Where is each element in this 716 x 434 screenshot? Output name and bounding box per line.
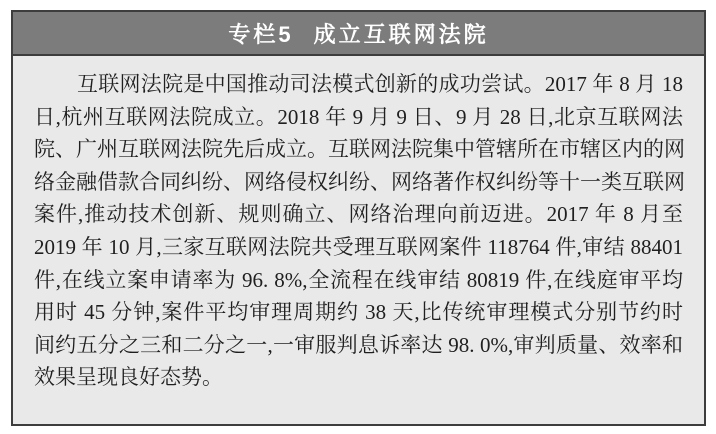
- column-header: [13, 12, 704, 56]
- text-line: 络金融借款合同纠纷、网络侵权纠纷、网络著作权纠纷等十一类互联网: [34, 169, 685, 194]
- column-label: 专栏5: [228, 21, 294, 47]
- column-title: 成立互联网法院: [313, 21, 489, 47]
- column-box: [11, 10, 706, 426]
- text-line: 日,杭州互联网法院成立。2018 年 9 月 9 日、9 月 28 日,北京互联网法: [34, 104, 683, 129]
- text-line: 效果呈现良好态势。: [34, 365, 223, 390]
- text-line: 院、广州互联网法院先后成立。互联网法院集中管辖所在市辖区内的网: [34, 137, 685, 162]
- text-line: 互联网法院是中国推动司法模式创新的成功尝试。2017 年 8 月 18: [77, 72, 683, 96]
- text-line: 2019 年 10 月,三家互联网法院共受理互联网案件 118764 件,审结 88401: [34, 234, 683, 259]
- column-body: [13, 56, 704, 394]
- text-line: 案件,推动技术创新、规则确立、网络治理向前迈进。2017 年 8 月至: [34, 202, 683, 227]
- text-line: 件,在线立案申请率为 96. 8%,全流程在线审结 80819 件,在线庭审平均: [34, 267, 683, 292]
- text-line: 间约五分之三和二分之一,一审服判息诉率达 98. 0%,审判质量、效率和: [34, 332, 683, 357]
- text-line: 用时 45 分钟,案件平均审理周期约 38 天,比传统审理模式分别节约时: [34, 300, 683, 325]
